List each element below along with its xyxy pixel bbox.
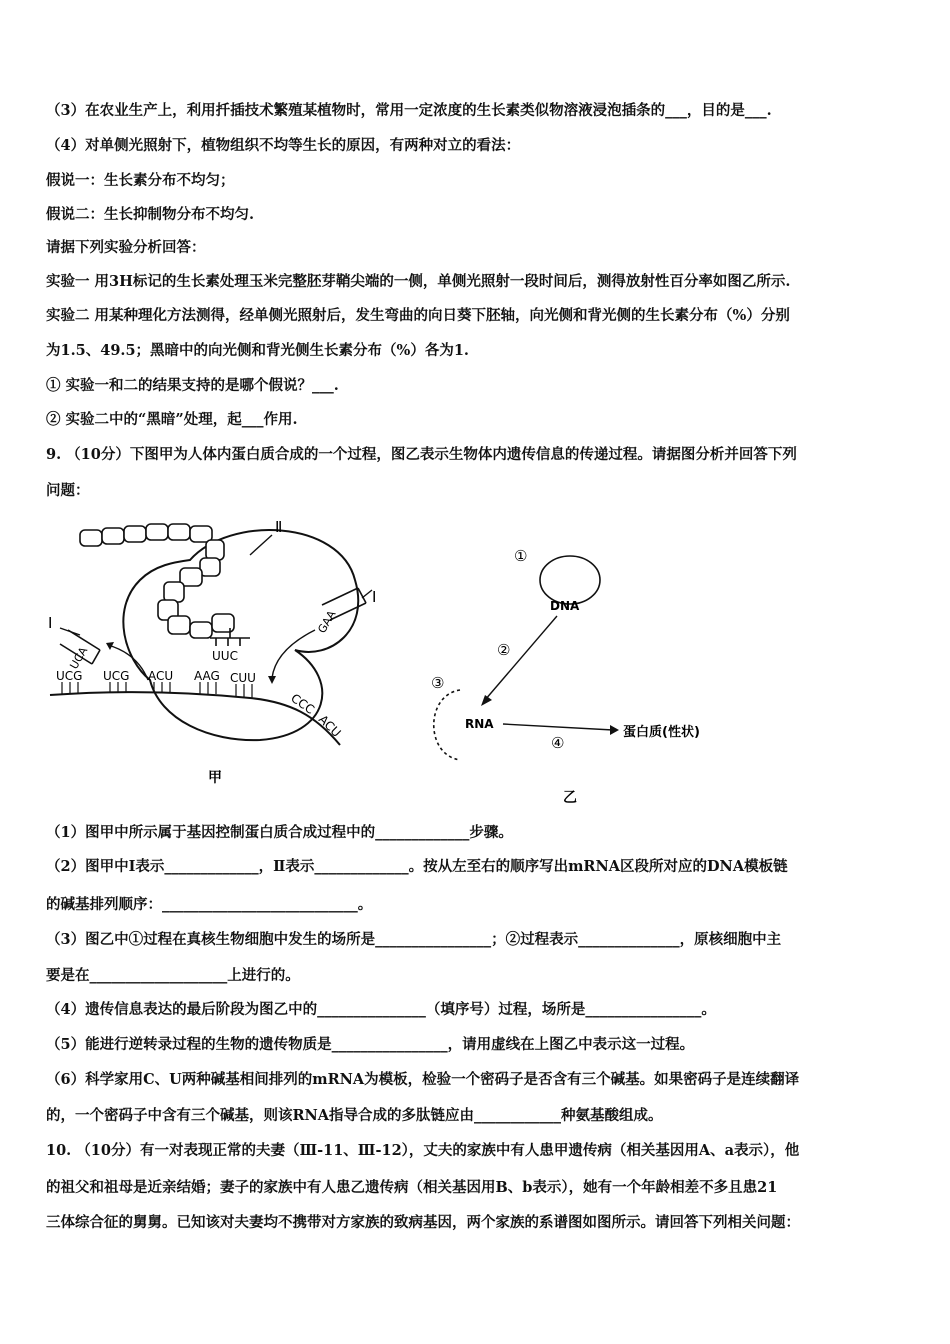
codon-1: UCG bbox=[56, 669, 83, 683]
text-line-hypothesis-1: 假说一：生长素分布不均匀； bbox=[46, 172, 235, 189]
codon-6: CCC bbox=[288, 690, 317, 717]
figure-yi-central-dogma bbox=[415, 540, 745, 810]
polypeptide-chain bbox=[80, 524, 234, 638]
arrow-head-transcription bbox=[481, 695, 492, 706]
arrow-translation bbox=[503, 724, 613, 730]
question-line-10: 10. （10分）有一对表现正常的夫妻（Ⅲ-11、Ⅲ-12），丈夫的家族中有人患甲遗传病（相关基因用A、a表示），他 bbox=[46, 1142, 800, 1159]
text-line-sub-2: ② 实验二中的“黑暗”处理，起___作用. bbox=[46, 411, 298, 428]
dna-replication-loop bbox=[540, 556, 600, 604]
figure-jia-caption: 甲 bbox=[208, 770, 222, 786]
anticodon-right: GAA bbox=[315, 608, 339, 636]
question-line-4: （4）遗传信息表达的最后阶段为图乙中的_______________（填序号）过程，场所是________________。 bbox=[46, 1001, 716, 1018]
question-line-5: （5）能进行逆转录过程的生物的遗传物质是________________，请用虚线在上图乙中表示这一过程。 bbox=[46, 1036, 695, 1053]
text-line-experiment-2-cont: 为1.5、49.5；黑暗中的向光侧和背光侧生长素分布（%）各为1. bbox=[46, 342, 469, 359]
ribosome-outline bbox=[123, 530, 358, 740]
label-I-right-pointer bbox=[362, 590, 372, 598]
codon-4: AAG bbox=[194, 669, 220, 683]
text-line-q9: 9. （10分）下图甲为人体内蛋白质合成的一个过程，图乙表示生物体内遗传信息的传递过程。请据图分析并回答下列 bbox=[46, 446, 797, 463]
figure-yi-caption: 乙 bbox=[563, 790, 577, 806]
question-line-1: （1）图甲中所示属于基因控制蛋白质合成过程中的_____________步骤。 bbox=[46, 824, 513, 841]
text-line-instruction: 请据下列实验分析回答： bbox=[46, 239, 206, 256]
text-line-q9-cont: 问题： bbox=[46, 482, 90, 499]
arrow-head-translation bbox=[610, 725, 619, 735]
question-line-3-cont: 要是在___________________上进行的。 bbox=[46, 967, 300, 984]
anticodon-middle: UUC bbox=[212, 649, 238, 663]
arrow-trna-enter bbox=[272, 630, 315, 678]
label-I-left-pointer bbox=[60, 628, 80, 635]
codon-3: ACU bbox=[148, 669, 174, 683]
question-line-6: （6）科学家用C、U两种碱基相间排列的mRNA为模板，检验一个密码子是否含有三个碱基。如果密码子是连续翻译 bbox=[46, 1071, 800, 1088]
rna-replication-loop bbox=[434, 690, 460, 760]
node-dna: DNA bbox=[550, 599, 580, 613]
label-I-left: I bbox=[48, 614, 53, 632]
arrow-head-enter bbox=[268, 676, 276, 684]
text-line-sub-1: ① 实验一和二的结果支持的是哪个假说？___. bbox=[46, 377, 339, 394]
node-rna: RNA bbox=[465, 717, 494, 731]
question-line-6-cont: 的，一个密码子中含有三个碱基，则该RNA指导合成的多肽链应由____________种氨基酸组成。 bbox=[46, 1107, 663, 1124]
label-II: Ⅱ bbox=[275, 518, 283, 536]
step-4: ④ bbox=[551, 734, 565, 752]
question-line-10-cont: 的祖父和祖母是近亲结婚；妻子的家族中有人患乙遗传病（相关基因用B、b表示），她有一个年龄相差不多且患21 bbox=[46, 1179, 778, 1196]
figure-jia-translation bbox=[40, 510, 400, 800]
text-line-hypothesis-2: 假说二：生长抑制物分布不均匀. bbox=[46, 206, 255, 223]
text-line-q3: （3）在农业生产上，利用扦插技术繁殖某植物时，常用一定浓度的生长素类似物溶液浸泡插条的___，目的是___. bbox=[46, 102, 772, 119]
question-line-2-cont: 的碱基排列顺序：___________________________。 bbox=[46, 896, 373, 913]
codon-2: UCG bbox=[103, 669, 130, 683]
label-I-right: I bbox=[372, 588, 377, 606]
text-line-experiment-1: 实验一 用3H标记的生长素处理玉米完整胚芽鞘尖端的一侧，单侧光照射一段时间后，测得放射性百分率如图乙所示. bbox=[46, 273, 791, 290]
node-protein: 蛋白质(性状) bbox=[623, 725, 700, 740]
anticodon-left: UCA bbox=[67, 644, 91, 672]
arrow-transcription bbox=[485, 616, 557, 700]
codon-7: ACU bbox=[315, 712, 344, 740]
step-1: ① bbox=[514, 547, 528, 565]
question-line-3: （3）图乙中①过程在真核生物细胞中发生的场所是________________；②过程表示______________，原核细胞中主 bbox=[46, 931, 782, 948]
question-line-10-cont-2: 三体综合征的舅舅。已知该对夫妻均不携带对方家族的致病基因，两个家族的系谱图如图所示。请回答下列相关问题： bbox=[46, 1214, 800, 1231]
label-II-pointer bbox=[250, 535, 272, 555]
step-2: ② bbox=[497, 641, 511, 659]
codon-5: CUU bbox=[230, 671, 256, 685]
text-line-experiment-2: 实验二 用某种理化方法测得，经单侧光照射后，发生弯曲的向日葵下胚轴，向光侧和背光侧的生长素分布（%）分别 bbox=[46, 307, 790, 324]
question-line-2: （2）图甲中Ⅰ表示_____________，Ⅱ表示_____________。按从左至右的顺序写出mRNA区段所对应的DNA模板链 bbox=[46, 858, 788, 875]
text-line-q4: （4）对单侧光照射下，植物组织不均等生长的原因，有两种对立的看法： bbox=[46, 137, 521, 154]
step-3: ③ bbox=[431, 674, 445, 692]
